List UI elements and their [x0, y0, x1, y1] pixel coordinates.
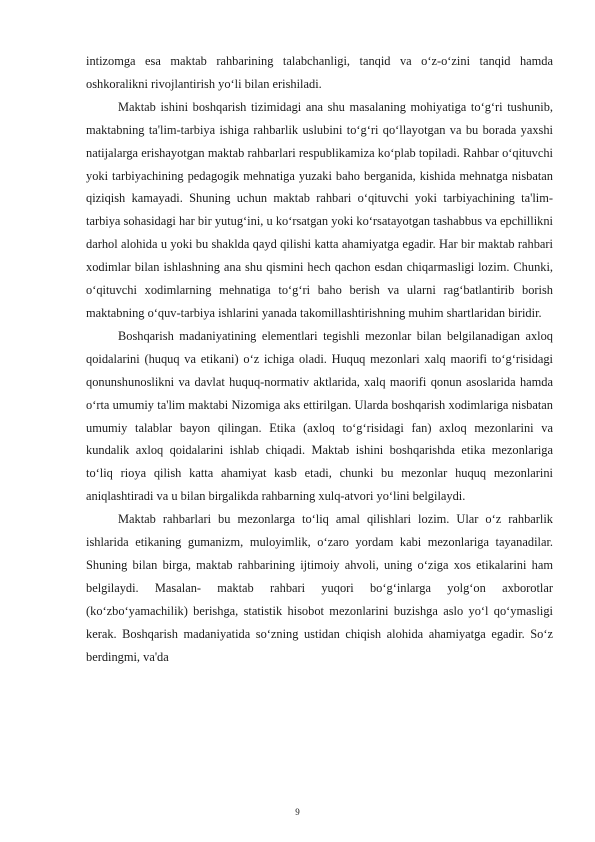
document-page — [86, 50, 553, 668]
paragraph-school-leaders: Maktab rahbarlari bu mezonlarga to‘liq amal qilishlari lozim. Ular o‘z rahbarlik ishlarida etikaning gumanizm, muloyimlik, o‘zaro yordam kabi mezonlariga tayanadilar. Shuning bilan birga, maktab rahbarining ijtimoiy ahvoli, uning o‘ziga xos etikalarini ham belgilaydi. Masalan- maktab rahbari yuqori bo‘g‘inlarga yolg‘on axborotlar (ko‘zbo‘yamachilik) berishga, statistik hisobot mezonlarini buzishga aslo yo‘l qo‘ymasligi kerak. Boshqarish madaniyatida so‘zning ustidan chiqish alohida ahamiyatga egadir. So‘z berdingmi, va'da — [86, 512, 553, 664]
paragraph-continuation: intizomga esa maktab rahbarining talabchanligi, tanqid va o‘z-o‘zini tanqid hamda oshkoralikni rivojlantirish yo‘li bilan erishiladi. — [86, 54, 553, 91]
page-number: 9 — [295, 807, 300, 817]
paragraph-management-culture: Boshqarish madaniyatining elementlari tegishli mezonlar bilan belgilanadigan axloq qoidalarini (huquq va etikani) o‘z ichiga oladi. Huquq mezonlari xalq maorifi to‘g‘risidagi qonunshunoslikni va davlat huquq-normativ aktlarida, xalq maorifi qonun asoslarida hamda o‘rta umumiy ta'lim maktabi Nizomiga aks ettirilgan. Ularda boshqarish xodimlariga nisbatan umumiy talablar bayon qilingan. Etika (axloq to‘g‘risidagi fan) axloq mezonlarini va kundalik axloq qoidalarini ishlab chiqadi. Maktab ishini boshqarishda etika mezonlariga to‘liq rioya qilish katta ahamiyat kasb etadi, chunki bu mezonlar huquq mezonlarini aniqlashtiradi va u bilan birgalikda rahbarning xulq-atvori yo‘lini belgilaydi. — [86, 328, 553, 504]
paragraph-management-system: Maktab ishini boshqarish tizimidagi ana shu masalaning mohiyatiga to‘g‘ri tushunib, maktabning ta'lim-tarbiya ishiga rahbarlik uslubini to‘g‘ri qo‘llayotgan va bu borada yaxshi natijalarga erishayotgan maktab rahbarlari respublikamiza ko‘plab topiladi. Rahbar o‘qituvchi yoki tarbiyachining pedagogik mehnatiga yuzaki baho berganida, kishida mehnatga nisbatan qiziqish kamayadi. Shuning uchun maktab rahbari o‘qituvchi yoki tarbiyachining ta'lim-tarbiya sohasidagi har bir yutug‘ini, u ko‘rsatgan yoki ko‘rsatayotgan tashabbus va epchillikni darhol alohida u yoki bu shaklda qayd qilishi katta ahamiyatga egadir. Har bir maktab rahbari xodimlar bilan ishlashning ana shu qismini hech qachon esdan chiqarmasligi lozim. Chunki, o‘qituvchi xodimlarning mehnatiga to‘g‘ri baho berish va ularni rag‘batlantirib borish maktabning o‘quv-tarbiya ishlarini yanada takomillashtirishning muhim shartlaridan biridir. — [86, 99, 553, 320]
